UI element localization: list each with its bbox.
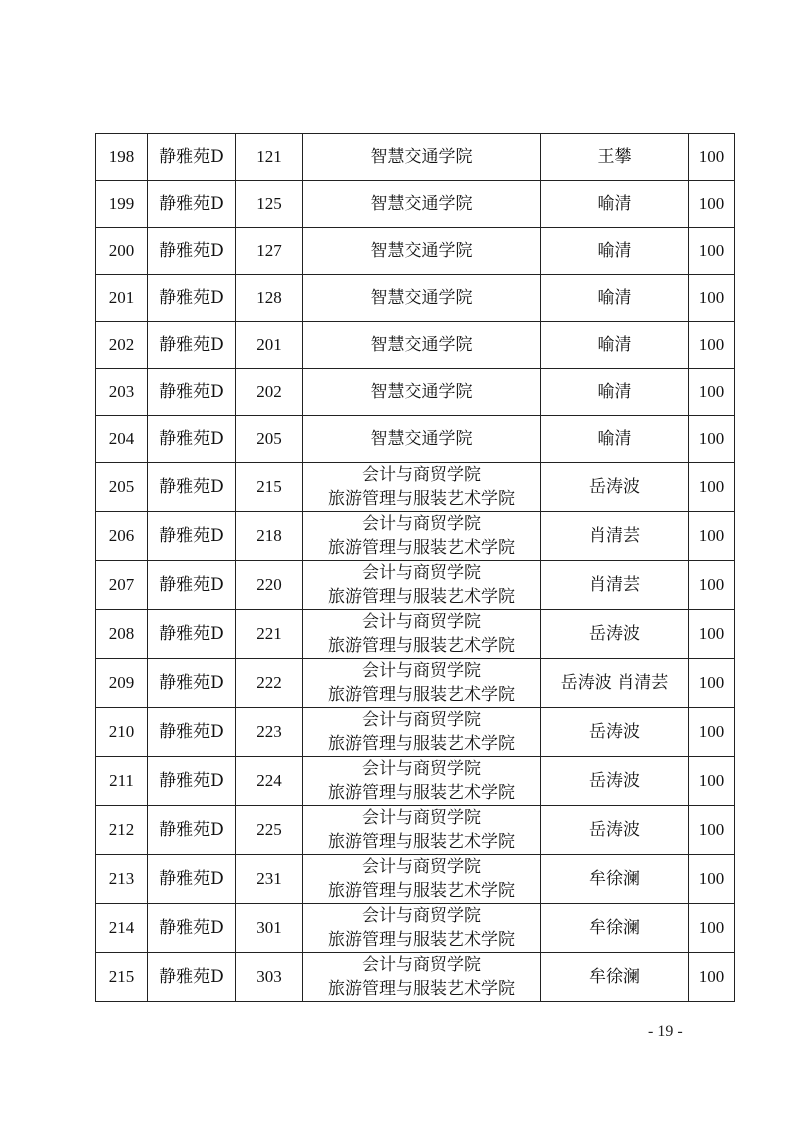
department-name: 会计与商贸学院 <box>362 563 481 583</box>
department-name: 智慧交通学院 <box>370 429 473 449</box>
score-cell: 100 <box>689 416 735 463</box>
table-row <box>96 512 735 561</box>
inspector-cell: 岳涛波 <box>541 463 689 512</box>
department-cell <box>303 228 541 275</box>
department-name: 智慧交通学院 <box>370 241 473 261</box>
department-name: 会计与商贸学院 <box>362 857 481 877</box>
inspector-cell: 王攀 <box>541 134 689 181</box>
room-cell: 128 <box>236 275 303 322</box>
room-cell: 125 <box>236 181 303 228</box>
table-row <box>96 228 735 275</box>
building-cell: 静雅苑D <box>148 708 236 757</box>
room-cell: 127 <box>236 228 303 275</box>
row-number-cell: 203 <box>96 369 148 416</box>
table-row <box>96 904 735 953</box>
table-row <box>96 134 735 181</box>
room-cell: 121 <box>236 134 303 181</box>
inspector-cell: 岳涛波 <box>541 806 689 855</box>
score-cell: 100 <box>689 708 735 757</box>
score-cell: 100 <box>689 275 735 322</box>
department-cell <box>303 463 541 512</box>
department-name: 会计与商贸学院 <box>362 514 481 534</box>
department-cell <box>303 806 541 855</box>
room-cell: 202 <box>236 369 303 416</box>
row-number-cell: 204 <box>96 416 148 463</box>
room-cell: 224 <box>236 757 303 806</box>
table-row <box>96 953 735 1002</box>
building-cell: 静雅苑D <box>148 322 236 369</box>
department-name: 旅游管理与服装艺术学院 <box>328 734 515 754</box>
page-number: - 19 - <box>648 1023 683 1040</box>
department-cell <box>303 904 541 953</box>
department-name: 旅游管理与服装艺术学院 <box>328 832 515 852</box>
row-number-cell: 214 <box>96 904 148 953</box>
score-cell: 100 <box>689 757 735 806</box>
table-row <box>96 561 735 610</box>
department-cell <box>303 659 541 708</box>
room-cell: 303 <box>236 953 303 1002</box>
inspector-cell: 岳涛波 肖清芸 <box>541 659 689 708</box>
table-row <box>96 708 735 757</box>
table-row <box>96 610 735 659</box>
room-cell: 231 <box>236 855 303 904</box>
room-cell: 201 <box>236 322 303 369</box>
row-number-cell: 206 <box>96 512 148 561</box>
department-name: 旅游管理与服装艺术学院 <box>328 538 515 558</box>
room-cell: 301 <box>236 904 303 953</box>
table-row <box>96 416 735 463</box>
department-cell <box>303 708 541 757</box>
department-name: 旅游管理与服装艺术学院 <box>328 930 515 950</box>
inspector-cell: 牟徐澜 <box>541 953 689 1002</box>
score-cell: 100 <box>689 322 735 369</box>
department-name: 智慧交通学院 <box>370 382 473 402</box>
inspector-cell: 牟徐澜 <box>541 904 689 953</box>
row-number-cell: 198 <box>96 134 148 181</box>
room-cell: 220 <box>236 561 303 610</box>
department-cell <box>303 322 541 369</box>
score-cell: 100 <box>689 228 735 275</box>
score-cell: 100 <box>689 953 735 1002</box>
department-cell <box>303 757 541 806</box>
department-name: 旅游管理与服装艺术学院 <box>328 587 515 607</box>
room-cell: 222 <box>236 659 303 708</box>
building-cell: 静雅苑D <box>148 610 236 659</box>
department-name: 旅游管理与服装艺术学院 <box>328 685 515 705</box>
room-cell: 218 <box>236 512 303 561</box>
department-cell <box>303 855 541 904</box>
row-number-cell: 200 <box>96 228 148 275</box>
score-cell: 100 <box>689 904 735 953</box>
row-number-cell: 208 <box>96 610 148 659</box>
department-cell <box>303 610 541 659</box>
score-cell: 100 <box>689 512 735 561</box>
building-cell: 静雅苑D <box>148 181 236 228</box>
inspector-cell: 岳涛波 <box>541 610 689 659</box>
row-number-cell: 201 <box>96 275 148 322</box>
row-number-cell: 207 <box>96 561 148 610</box>
score-cell: 100 <box>689 463 735 512</box>
row-number-cell: 199 <box>96 181 148 228</box>
dormitory-score-table <box>95 133 735 1002</box>
department-cell <box>303 953 541 1002</box>
room-cell: 205 <box>236 416 303 463</box>
building-cell: 静雅苑D <box>148 953 236 1002</box>
department-name: 旅游管理与服装艺术学院 <box>328 489 515 509</box>
department-cell <box>303 134 541 181</box>
inspector-cell: 喻清 <box>541 416 689 463</box>
table-row <box>96 463 735 512</box>
department-cell <box>303 275 541 322</box>
inspector-cell: 喻清 <box>541 228 689 275</box>
building-cell: 静雅苑D <box>148 855 236 904</box>
department-name: 旅游管理与服装艺术学院 <box>328 636 515 656</box>
building-cell: 静雅苑D <box>148 369 236 416</box>
department-name: 会计与商贸学院 <box>362 906 481 926</box>
table-row <box>96 369 735 416</box>
score-cell: 100 <box>689 610 735 659</box>
score-cell: 100 <box>689 806 735 855</box>
score-cell: 100 <box>689 855 735 904</box>
department-name: 旅游管理与服装艺术学院 <box>328 783 515 803</box>
building-cell: 静雅苑D <box>148 561 236 610</box>
score-cell: 100 <box>689 659 735 708</box>
room-cell: 221 <box>236 610 303 659</box>
row-number-cell: 211 <box>96 757 148 806</box>
row-number-cell: 212 <box>96 806 148 855</box>
table-row <box>96 806 735 855</box>
room-cell: 215 <box>236 463 303 512</box>
building-cell: 静雅苑D <box>148 757 236 806</box>
row-number-cell: 209 <box>96 659 148 708</box>
table-row <box>96 659 735 708</box>
department-name: 会计与商贸学院 <box>362 759 481 779</box>
department-name: 智慧交通学院 <box>370 147 473 167</box>
score-cell: 100 <box>689 369 735 416</box>
building-cell: 静雅苑D <box>148 134 236 181</box>
department-name: 旅游管理与服装艺术学院 <box>328 979 515 999</box>
table-row <box>96 322 735 369</box>
row-number-cell: 213 <box>96 855 148 904</box>
row-number-cell: 210 <box>96 708 148 757</box>
department-cell <box>303 369 541 416</box>
department-name: 智慧交通学院 <box>370 335 473 355</box>
department-name: 旅游管理与服装艺术学院 <box>328 881 515 901</box>
department-cell <box>303 416 541 463</box>
department-name: 会计与商贸学院 <box>362 808 481 828</box>
row-number-cell: 202 <box>96 322 148 369</box>
department-name: 会计与商贸学院 <box>362 465 481 485</box>
department-name: 会计与商贸学院 <box>362 955 481 975</box>
building-cell: 静雅苑D <box>148 904 236 953</box>
department-cell <box>303 512 541 561</box>
building-cell: 静雅苑D <box>148 416 236 463</box>
inspector-cell: 喻清 <box>541 322 689 369</box>
department-name: 智慧交通学院 <box>370 288 473 308</box>
row-number-cell: 205 <box>96 463 148 512</box>
department-cell <box>303 181 541 228</box>
department-name: 会计与商贸学院 <box>362 710 481 730</box>
department-name: 会计与商贸学院 <box>362 661 481 681</box>
building-cell: 静雅苑D <box>148 512 236 561</box>
inspector-cell: 喻清 <box>541 181 689 228</box>
department-name: 会计与商贸学院 <box>362 612 481 632</box>
building-cell: 静雅苑D <box>148 228 236 275</box>
table-row <box>96 757 735 806</box>
table-row <box>96 275 735 322</box>
inspector-cell: 岳涛波 <box>541 757 689 806</box>
inspector-cell: 肖清芸 <box>541 512 689 561</box>
room-cell: 223 <box>236 708 303 757</box>
department-cell <box>303 561 541 610</box>
table-row <box>96 855 735 904</box>
inspector-cell: 牟徐澜 <box>541 855 689 904</box>
row-number-cell: 215 <box>96 953 148 1002</box>
inspector-cell: 喻清 <box>541 369 689 416</box>
score-cell: 100 <box>689 181 735 228</box>
building-cell: 静雅苑D <box>148 463 236 512</box>
building-cell: 静雅苑D <box>148 275 236 322</box>
table-row <box>96 181 735 228</box>
score-cell: 100 <box>689 134 735 181</box>
score-cell: 100 <box>689 561 735 610</box>
department-name: 智慧交通学院 <box>370 194 473 214</box>
inspector-cell: 岳涛波 <box>541 708 689 757</box>
inspector-cell: 肖清芸 <box>541 561 689 610</box>
room-cell: 225 <box>236 806 303 855</box>
building-cell: 静雅苑D <box>148 806 236 855</box>
inspector-cell: 喻清 <box>541 275 689 322</box>
building-cell: 静雅苑D <box>148 659 236 708</box>
